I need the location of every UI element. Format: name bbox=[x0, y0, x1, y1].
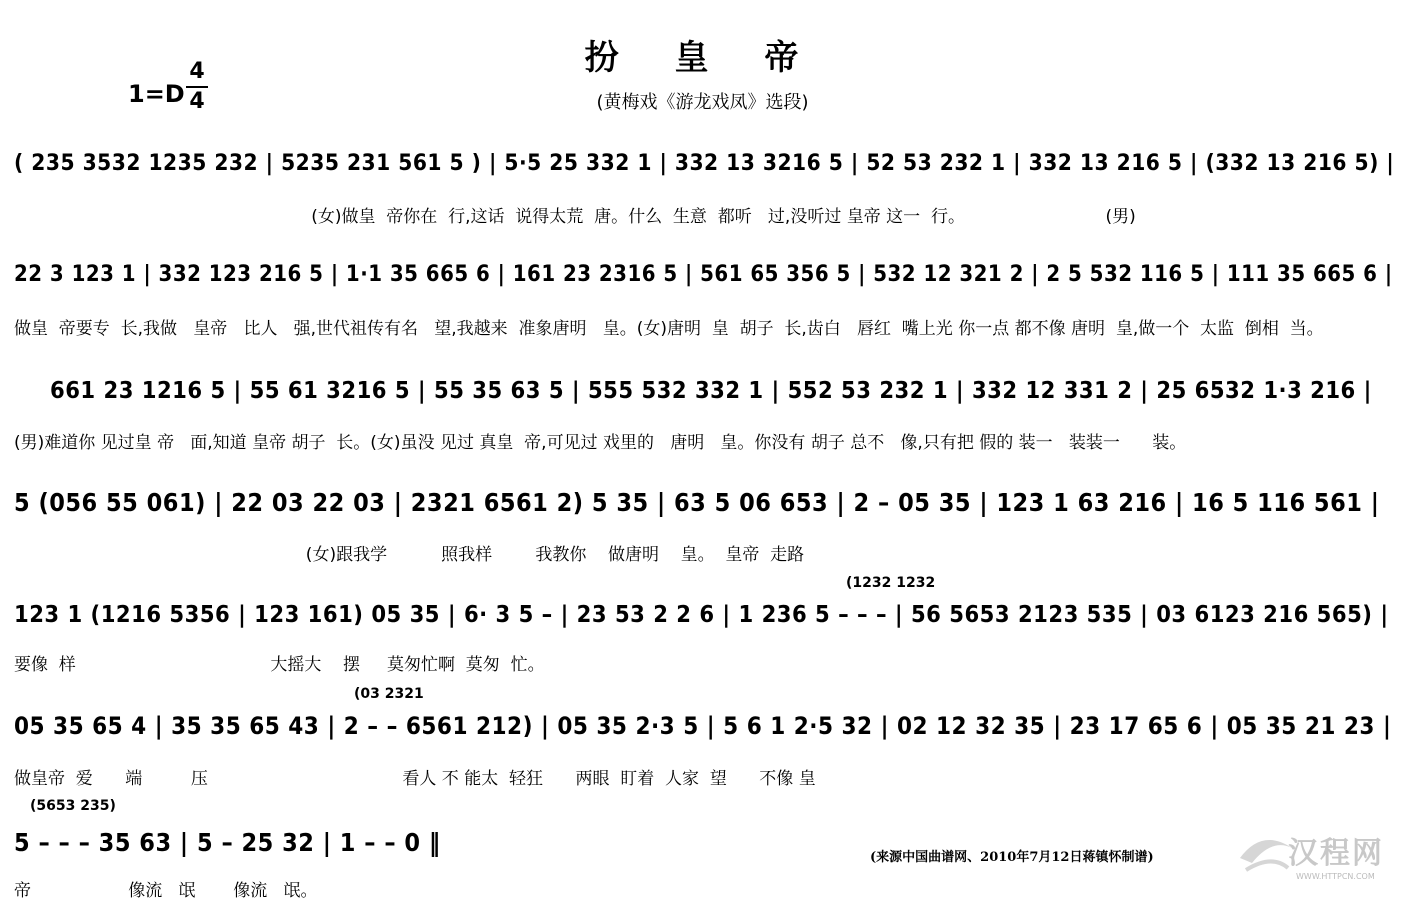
lyrics-line: (男)难道你 见过皇 帝 面,知道 皇帝 胡子 长。(女)虽没 见过 真皇 帝,可见过 戏里的 唐明 皇。你没有 胡子 总不 像,只有把 假的 装一 装装一 装。 bbox=[14, 433, 1187, 453]
watermark-url: WWW.HTTPCN.COM bbox=[1296, 872, 1375, 881]
grace-annotation-3: (5653 235) bbox=[30, 798, 116, 814]
time-signature-top: 4 bbox=[186, 58, 208, 88]
score-row-1 bbox=[14, 150, 1395, 230]
score-row-2 bbox=[14, 262, 1395, 342]
score-row-6 bbox=[14, 712, 1395, 792]
time-signature-bottom: 4 bbox=[189, 89, 205, 114]
score-row-3 bbox=[14, 376, 1395, 456]
watermark-text: 汉程网 bbox=[1288, 836, 1384, 871]
lyrics-line: 要像 样 大摇大 摆 莫匆忙啊 莫匆 忙。 bbox=[14, 655, 545, 675]
notation-line: 661 23 1216 5 | 55 61 3216 5 | 55 35 63 5 | 555 532 332 1 | 552 53 232 1 | 332 12 331 2 | 25 6532 1·3 216 | bbox=[50, 376, 1372, 404]
notation-line: 05 35 65 4 | 35 35 65 43 | 2 – – 6561 212) | 05 35 2·3 5 | 5 6 1 2·5 32 | 02 12 32 35 | 23 17 65 6 | 05 35 21 23 | bbox=[14, 712, 1392, 740]
lyrics-line: 做皇 帝要专 长,我做 皇帝 比人 强,世代祖传有名 望,我越来 准象唐明 皇。(女)唐明 皇 胡子 长,齿白 唇红 嘴上光 你一点 都不像 唐明 皇,做一个 太监 倒相 当。 bbox=[14, 319, 1324, 339]
notation-line: 5 (056 55 061) | 22 03 22 03 | 2321 6561 2) 5 35 | 63 5 06 653 | 2 – 05 35 | 123 1 63 216 | 16 5 116 561 | bbox=[14, 488, 1380, 517]
notation-line: 5 – – – 35 63 | 5 – 25 32 | 1 – – 0 ‖ bbox=[14, 828, 441, 857]
score-row-7 bbox=[14, 828, 1395, 901]
page-title: 扮 皇 帝 bbox=[584, 38, 821, 78]
notation-line: 22 3 123 1 | 332 123 216 5 | 1·1 35 665 6 | 161 23 2316 5 | 561 65 356 5 | 532 12 321 2 | 2 5 532 116 5 | 111 35 665 6 | bbox=[14, 262, 1393, 287]
score-row-4 bbox=[14, 488, 1395, 568]
lyrics-line: (女)做皇 帝你在 行,这话 说得太荒 唐。什么 生意 都听 过,没听过 皇帝 这一 行。 (男) bbox=[14, 207, 1136, 227]
source-credit: (来源中国曲谱网、2010年7月12日蒋镇怀制谱) bbox=[870, 850, 1154, 865]
page-subtitle: (黄梅戏《游龙戏凤》选段) bbox=[596, 92, 809, 113]
grace-annotation-2: (03 2321 bbox=[354, 686, 424, 702]
lyrics-line: 做皇帝 爱 端 压 看人 不 能太 轻狂 两眼 盯着 人家 望 不像 皇 bbox=[14, 769, 816, 789]
grace-annotation-1: (1232 1232 bbox=[846, 575, 936, 591]
lyrics-line: 帝 像流 氓 像流 氓。 bbox=[14, 881, 318, 901]
lyrics-line: (女)跟我学 照我样 我教你 做唐明 皇。 皇帝 走路 bbox=[14, 545, 805, 565]
score-row-5 bbox=[14, 600, 1395, 680]
notation-line: 123 1 (1216 5356 | 123 161) 05 35 | 6· 3 5 – | 23 53 2 2 6 | 1 236 5 – – – | 56 5653 2123 535 | 03 6123 216 565) | bbox=[14, 600, 1389, 628]
time-signature bbox=[186, 58, 208, 116]
key-signature: 1=D bbox=[128, 80, 185, 108]
notation-line: ( 235 3532 1235 232 | 5235 231 561 5 ) | 5·5 25 332 1 | 332 13 3216 5 | 52 53 232 1 | 332 13 216 5 | (332 13 216 5) | bbox=[14, 150, 1395, 176]
